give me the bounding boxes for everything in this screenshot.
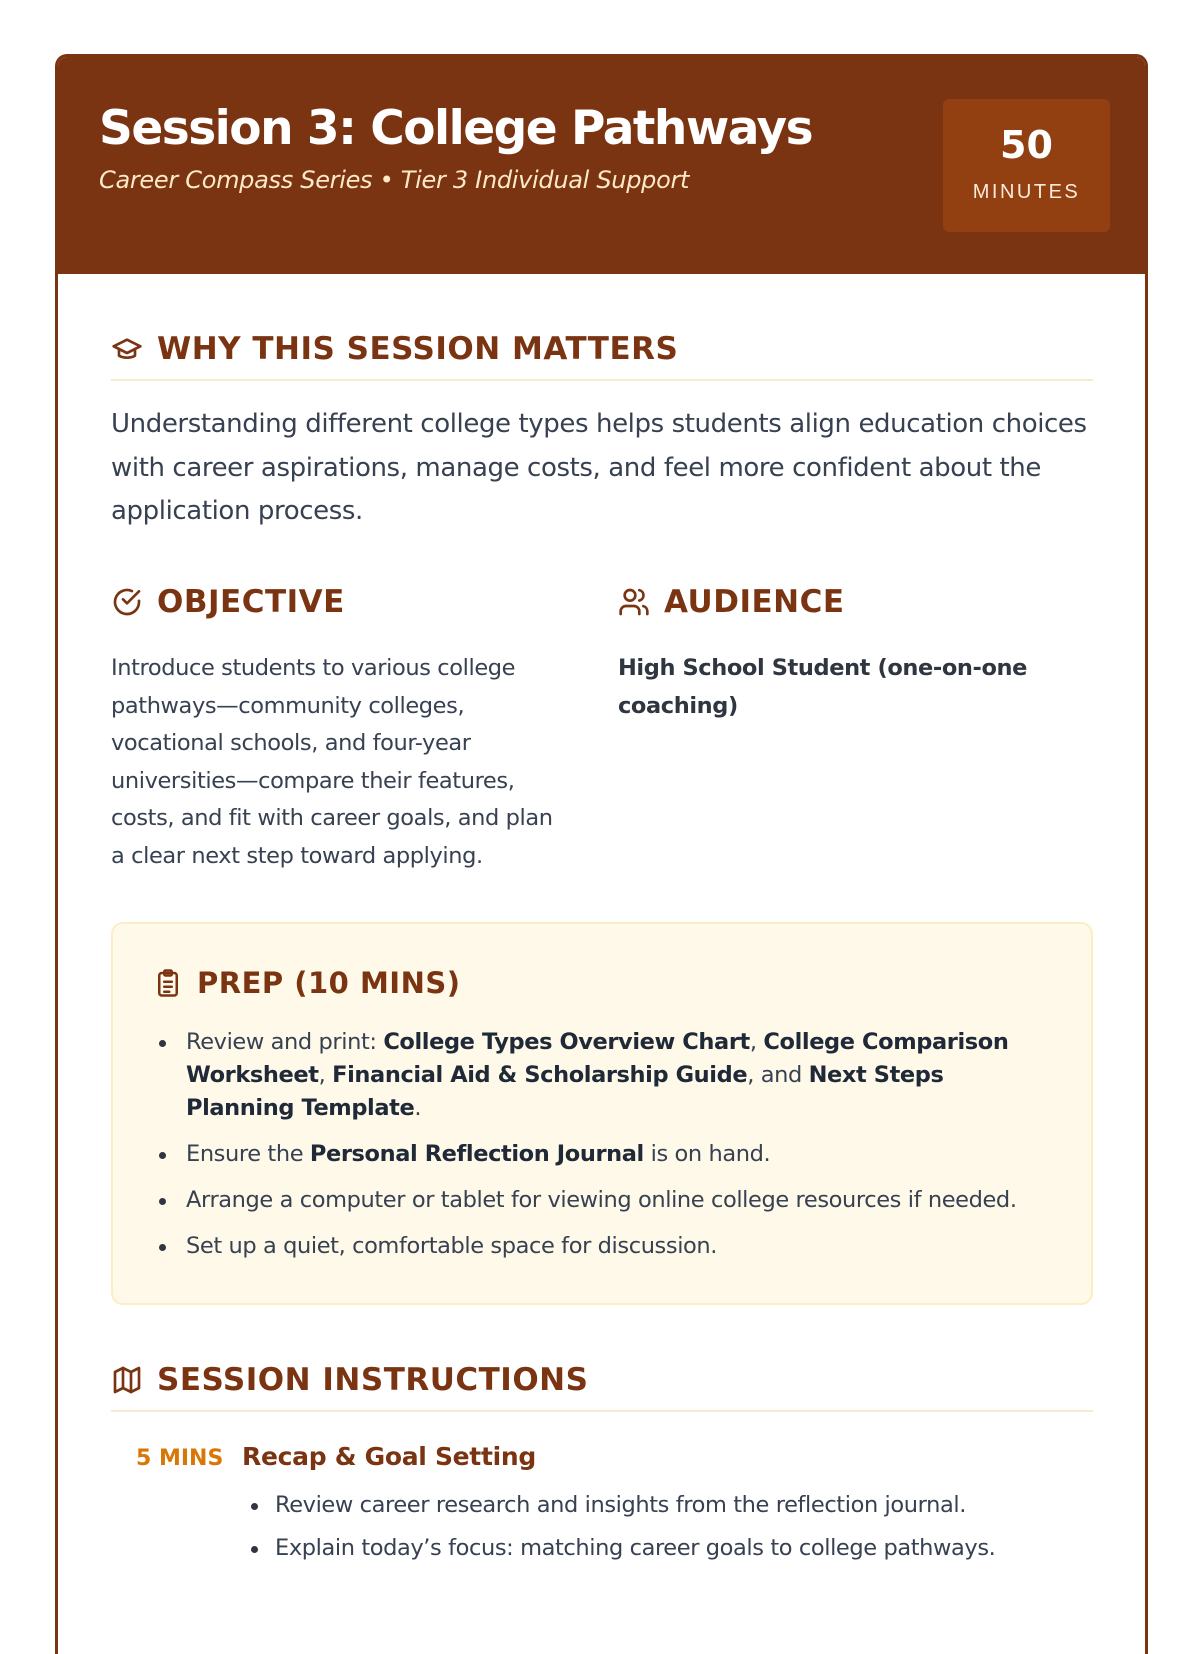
check-circle-icon <box>111 586 143 618</box>
why-text: Understanding different college types helps students align education choices with career aspirations, manage costs, and feel more confident about the application process. <box>111 409 1087 526</box>
audience-section <box>618 584 1038 725</box>
objective-heading-row <box>111 584 561 620</box>
prep-item2-text1: is on hand. <box>643 1141 771 1167</box>
objective-section <box>111 584 561 875</box>
instructions-heading: SESSION INSTRUCTIONS <box>157 1362 589 1398</box>
graduation-cap-icon <box>111 333 143 365</box>
step-list <box>242 1489 1093 1565</box>
prep-item1-bold3: Financial Aid & Scholarship Guide <box>332 1062 748 1088</box>
audience-heading-row <box>618 584 1038 620</box>
list-item <box>153 1138 1051 1171</box>
prep-box <box>111 922 1093 1305</box>
step-title: Recap & Goal Setting <box>242 1442 536 1471</box>
prep-item1-text4: . <box>414 1095 422 1121</box>
prep-heading-row <box>153 966 1051 1000</box>
prep-heading: PREP (10 MINS) <box>197 966 461 1000</box>
page-title: Session 3: College Pathways <box>99 101 813 156</box>
prep-list <box>153 1026 1051 1263</box>
list-item: Review career research and insights from the reflection journal. <box>242 1489 1093 1522</box>
prep-item1-bold1: College Types Overview Chart <box>383 1029 750 1055</box>
why-heading-row <box>111 331 1093 367</box>
why-heading: WHY THIS SESSION MATTERS <box>157 331 679 367</box>
prep-item2-bold1: Personal Reflection Journal <box>309 1141 644 1167</box>
audience-heading: AUDIENCE <box>664 584 845 620</box>
prep-item1-text1: , <box>749 1029 764 1055</box>
instruction-step <box>111 1442 1093 1565</box>
duration-badge <box>943 99 1110 232</box>
clipboard-list-icon <box>153 968 183 998</box>
instructions-section <box>111 1362 1093 1575</box>
why-divider <box>111 379 1093 381</box>
list-item: Set up a quiet, comfortable space for discussion. <box>153 1230 1051 1263</box>
prep-item1-text2: , <box>318 1062 333 1088</box>
duration-value: 50 <box>1000 123 1053 167</box>
prep-item1-text0: Review and print: <box>186 1029 384 1055</box>
list-item: Arrange a computer or tablet for viewing online college resources if needed. <box>153 1184 1051 1217</box>
session-subtitle: Career Compass Series • Tier 3 Individual Support <box>99 166 690 194</box>
instructions-divider <box>111 1410 1093 1412</box>
map-icon <box>111 1364 143 1396</box>
why-section <box>111 331 1093 534</box>
list-item: Explain today’s focus: matching career goals to college pathways. <box>242 1532 1093 1565</box>
objective-text: Introduce students to various college pathways—community colleges, vocational schools, and four-year universities—compare their features, costs, and fit with career goals, and plan a clear next step toward applying. <box>111 655 553 869</box>
prep-item1-text3: , and <box>747 1062 809 1088</box>
list-item <box>153 1026 1051 1125</box>
prep-item1-bold4: Next Steps Planning Template <box>186 1062 944 1121</box>
duration-unit: MINUTES <box>972 181 1081 203</box>
objective-heading: OBJECTIVE <box>157 584 345 620</box>
session-card <box>55 54 1148 1654</box>
audience-text: High School Student (one-on-one coaching) <box>618 655 1027 719</box>
step-time: 5 MINS <box>136 1446 224 1471</box>
prep-item1-bold2: College Comparison Worksheet <box>186 1029 1009 1088</box>
instructions-heading-row <box>111 1362 1093 1398</box>
session-header <box>58 57 1145 274</box>
prep-item2-text0: Ensure the <box>186 1141 310 1167</box>
users-icon <box>618 586 650 618</box>
